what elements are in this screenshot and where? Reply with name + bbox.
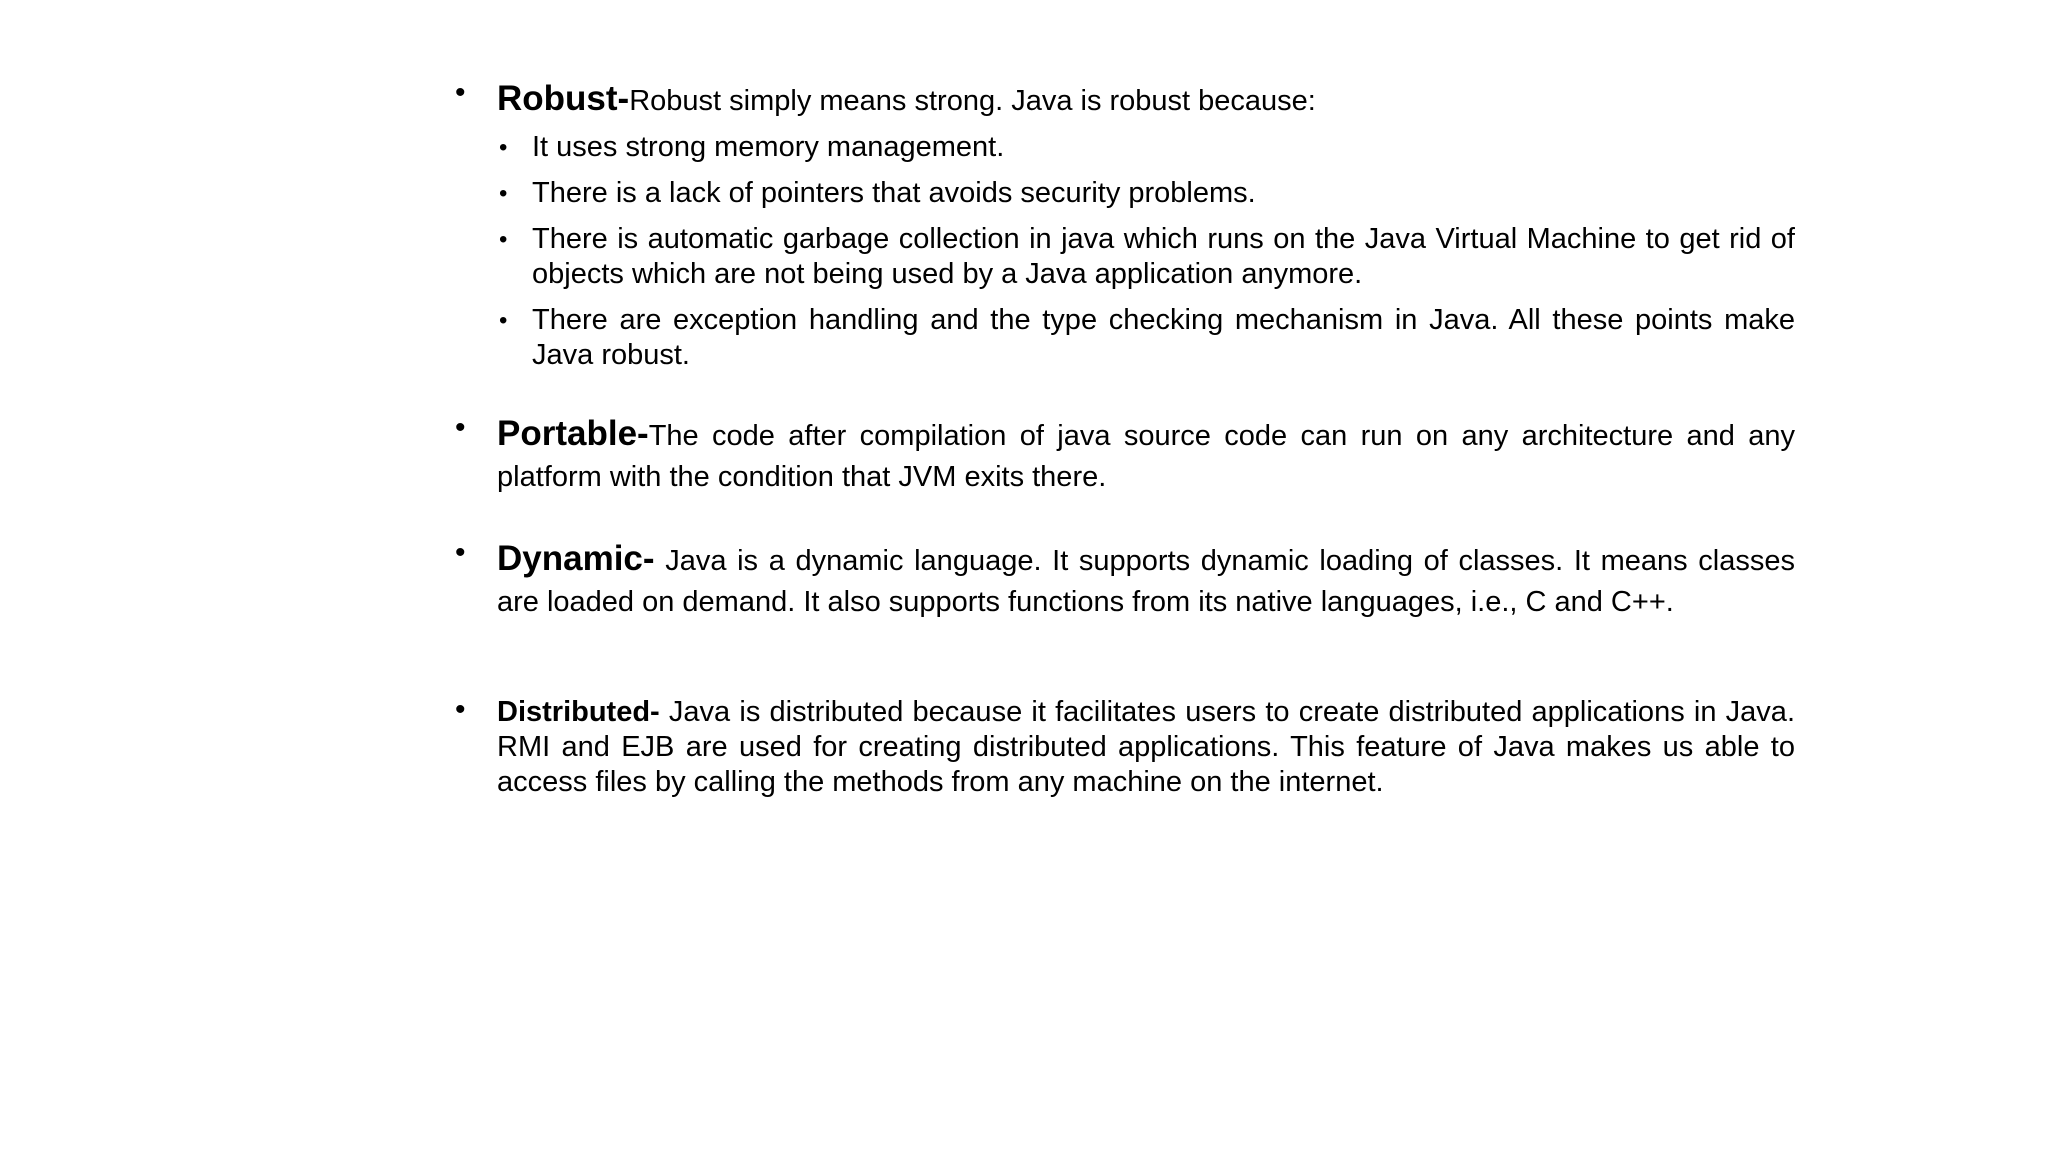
heading-separator: - bbox=[642, 539, 655, 578]
text-robust: Robust simply means strong. Java is robust because: bbox=[629, 85, 1316, 117]
sub-bullet-icon: • bbox=[499, 134, 508, 161]
bullet-item-robust bbox=[455, 78, 1795, 122]
sub-bullet-text: There is a lack of pointers that avoids security problems. bbox=[532, 177, 1256, 209]
sub-bullet-item bbox=[497, 222, 1795, 292]
bullet-item-dynamic bbox=[455, 538, 1795, 623]
heading-dynamic: Dynamic bbox=[497, 539, 643, 578]
sub-bullet-text: It uses strong memory management. bbox=[532, 131, 1005, 163]
sub-bullet-item bbox=[497, 130, 1795, 165]
bullet-item-portable bbox=[455, 413, 1795, 498]
slide-content bbox=[455, 78, 1795, 800]
sub-bullet-item bbox=[497, 303, 1795, 373]
bullet-icon: • bbox=[455, 76, 466, 109]
bullet-icon: • bbox=[455, 411, 466, 444]
heading-portable: Portable bbox=[497, 414, 638, 453]
bullet-icon: • bbox=[455, 693, 466, 726]
robust-sublist bbox=[455, 130, 1795, 373]
text-dynamic: Java is a dynamic language. It supports dynamic loading of classes. It means classes are loaded on demand. It also supports functions from its native languages, i.e., C and C++. bbox=[497, 545, 1795, 618]
sub-bullet-icon: • bbox=[499, 226, 508, 253]
heading-robust: Robust bbox=[497, 79, 618, 118]
sub-bullet-icon: • bbox=[499, 180, 508, 207]
bullet-item-distributed bbox=[455, 695, 1795, 800]
bullet-icon: • bbox=[455, 536, 466, 569]
sub-bullet-icon: • bbox=[499, 307, 508, 334]
heading-separator: - bbox=[637, 414, 649, 453]
heading-separator: - bbox=[617, 79, 630, 118]
sub-bullet-text: There are exception handling and the type checking mechanism in Java. All these points make Java robust. bbox=[532, 304, 1795, 371]
text-portable: The code after compilation of java source code can run on any architecture and any platform with the condition that JVM exits there. bbox=[497, 420, 1795, 493]
sub-bullet-text: There is automatic garbage collection in java which runs on the Java Virtual Machine to get rid of objects which are not being used by a Java application anymore. bbox=[532, 223, 1795, 290]
heading-distributed: Distributed- bbox=[497, 696, 660, 728]
sub-bullet-item bbox=[497, 176, 1795, 211]
text-distributed: Java is distributed because it facilitates users to create distributed applications in Java. RMI and EJB are used for creating distributed applications. This feature of Java makes us able to access files by calling the methods from any machine on the internet. bbox=[497, 696, 1795, 798]
